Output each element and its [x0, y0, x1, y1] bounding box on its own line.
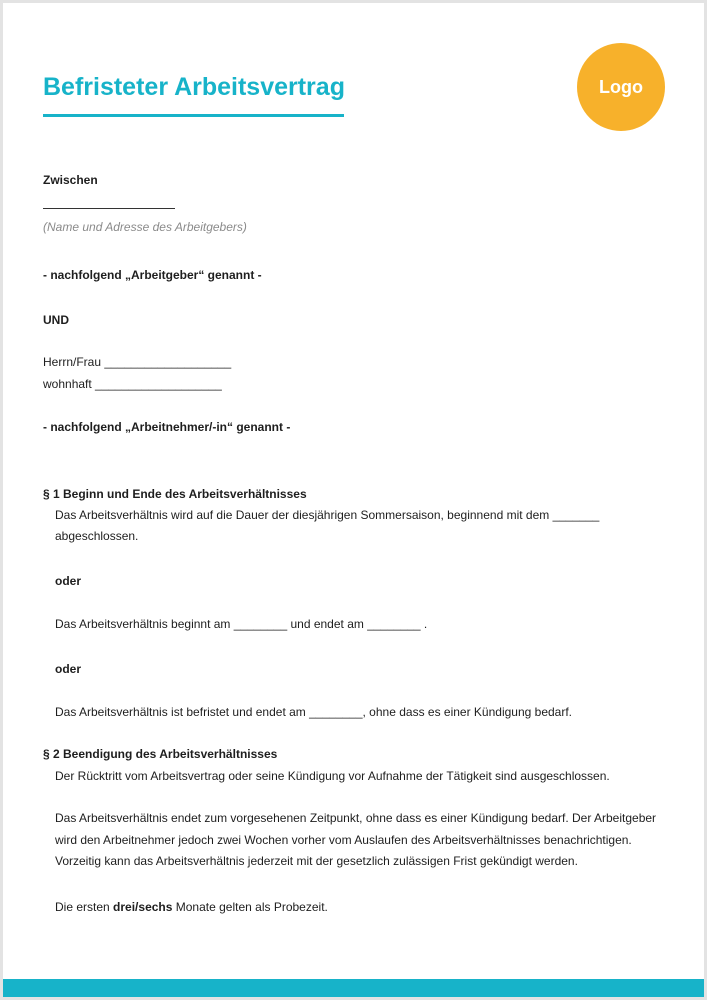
probation-suffix: Monate gelten als Probezeit.: [175, 900, 328, 914]
and-label: UND: [43, 313, 69, 327]
employer-hint: (Name und Adresse des Arbeitgebers): [43, 220, 247, 234]
document-title: Befristeter Arbeitsvertrag: [43, 73, 345, 101]
employee-address-line: wohnhaft ___________________: [43, 377, 222, 391]
probation-duration: drei/sechs: [113, 900, 173, 914]
document-page: [3, 3, 704, 997]
section2-para2-line1: Das Arbeitsverhältnis endet zum vorgesehenen Zeitpunkt, ohne dass es einer Kündigung bedarf. Der Arbeitgeber: [55, 811, 657, 825]
section1-or-2: oder: [55, 662, 82, 676]
section1-option1-line1: Das Arbeitsverhältnis wird auf die Dauer der diesjährigen Sommersaison, beginnend mit dem _______: [55, 508, 600, 522]
logo-text: Logo: [599, 76, 643, 97]
section1-option2: Das Arbeitsverhältnis beginnt am ________ und endet am ________ .: [55, 617, 428, 631]
between-label: Zwischen: [43, 173, 98, 187]
employee-designation: - nachfolgend „Arbeitnehmer/-in“ genannt -: [43, 420, 291, 434]
footer-bar: [3, 979, 704, 997]
section2-para2-line2: wird den Arbeitnehmer jedoch zwei Wochen vorher vom Auslaufen des Arbeitsverhältnisses benachrichtigen.: [55, 833, 632, 847]
section1-or-1: oder: [55, 574, 82, 588]
section1-heading: § 1 Beginn und Ende des Arbeitsverhältnisses: [43, 487, 307, 501]
section1-option1-line2: abgeschlossen.: [55, 529, 139, 543]
employee-name-line: Herrn/Frau ___________________: [43, 355, 232, 369]
title-underline: [43, 114, 344, 117]
employer-designation: - nachfolgend „Arbeitgeber“ genannt -: [43, 268, 262, 282]
section2-heading: § 2 Beendigung des Arbeitsverhältnisses: [43, 747, 278, 761]
section1-option3: Das Arbeitsverhältnis ist befristet und endet am ________, ohne dass es einer Kündigung bedarf.: [55, 705, 573, 719]
section2-para2-line3: Vorzeitig kann das Arbeitsverhältnis jederzeit mit der gesetzlich zulässigen Frist gekündigt werden.: [55, 854, 578, 868]
probation-prefix: Die ersten: [55, 900, 110, 914]
section2-para1: Der Rücktritt vom Arbeitsvertrag oder seine Kündigung vor Aufnahme der Tätigkeit sind ausgeschlossen.: [55, 769, 610, 783]
probation-clause: [55, 900, 328, 915]
logo-placeholder: [577, 43, 665, 131]
employer-blank-line: [43, 208, 175, 209]
